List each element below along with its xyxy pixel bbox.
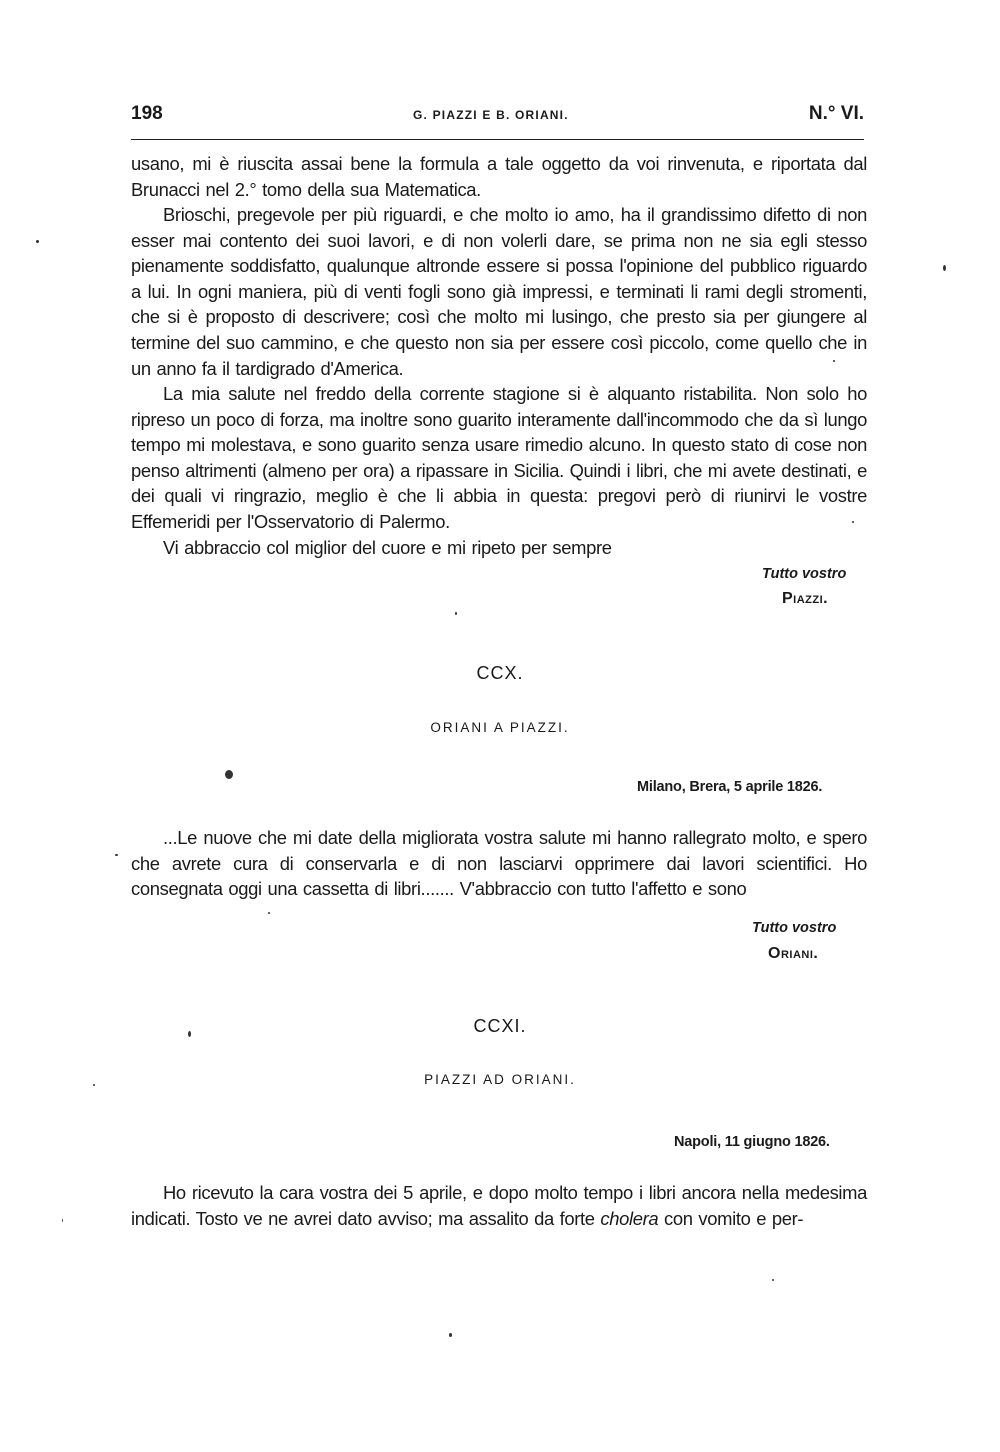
running-title: G. PIAZZI E B. ORIANI. — [413, 108, 569, 122]
paragraph-abbraccio: Vi abbraccio col miglior del cuore e mi ripeto per sempre — [163, 537, 612, 558]
closing-tutto-vostro-oriani: Tutto vostro — [752, 920, 837, 936]
header-rule — [131, 139, 864, 140]
paragraph-brioschi: Brioschi, pregevole per più riguardi, e che molto io amo, ha il grandissimo difetto di non esser mai contento dei suoi lavori, e di non volerli dare, se prima non ne sia egli stesso pienamente soddisfatto, qualunque altronde essere si possa l'opinione del pubblico riguardo a lui. In ogni maniera, più di venti fogli sono già impressi, e terminati li rami degli stromenti, che si è proposto di descrivere; così che molto mi lusingo, che presto sia per giungere al termine del suo cammino, e che questo non sia per essere così piccolo, come quello che in un anno fa il tardigrado d'America. — [131, 204, 867, 379]
paragraph-salute: La mia salute nel freddo della corrente stagione si è alquanto ristabilita. Non solo ho ripreso un poco di forza, ma inoltre sono guarito interamente dall'incommodo che da sì lungo tempo mi molestava, e sono guarito senza usare rimedio alcuno. In questo stato di cose non penso altrimenti (almeno per ora) a ripassare in Sicilia. Quindi i libri, che mi avete destinati, e dei quali vi ringrazio, meglio è che li abbia in questa: pregovi però di riunirvi le vostre Effemeridi per l'Osservatorio di Palermo. — [131, 383, 867, 532]
letter-title-ccx: ORIANI A PIAZZI. — [430, 720, 570, 735]
paragraph-ccxi-body — [131, 1180, 867, 1231]
scan-speck — [833, 360, 835, 362]
closing-tutto-vostro-piazzi: Tutto vostro — [762, 566, 847, 582]
scan-speck — [449, 1333, 452, 1337]
section-number: N.° VI. — [808, 103, 864, 124]
scan-speck — [93, 1084, 95, 1086]
scan-speck — [188, 1031, 191, 1037]
page-number: 198 — [131, 103, 163, 124]
scan-speck — [772, 1279, 774, 1281]
running-header — [131, 103, 864, 133]
scan-speck — [36, 240, 39, 243]
paragraph-ccx-body: ...Le nuove che mi date della migliorata vostra salute mi hanno rallegrato molto, e spero che avrete cura di conservarla e di non lasciarvi opprimere dai lavori scientifici. Ho consegnata oggi una cassetta di libri....... V'abbraccio con tutto l'affetto e sono — [131, 827, 867, 900]
paragraph-ccxi-text-b: con vomito e per- — [658, 1207, 804, 1229]
scan-speck — [852, 521, 854, 523]
signature-piazzi: Piazzi. — [782, 590, 829, 607]
paragraph-ccxi-text-a: Ho ricevuto la cara vostra dei 5 aprile, e dopo molto tempo i libri ancora nella medesima indicati. Tosto ve ne avrei dato avviso; ma assalito da forte — [131, 1182, 867, 1229]
signature-oriani: Oriani. — [768, 945, 819, 962]
paragraph-ccxi-italic: cholera — [600, 1207, 659, 1229]
letter-number-ccxi: CCXI. — [473, 1016, 527, 1036]
scan-speck — [225, 770, 233, 779]
scan-speck — [455, 612, 457, 615]
scan-speck — [268, 912, 270, 914]
scan-speck — [62, 1219, 63, 1222]
letter-number-ccx: CCX. — [476, 663, 524, 683]
dateline-ccxi: Napoli, 11 giugno 1826. — [674, 1134, 830, 1150]
scan-speck — [943, 265, 946, 271]
scan-speck — [115, 854, 118, 856]
dateline-ccx: Milano, Brera, 5 aprile 1826. — [637, 779, 823, 795]
letter-title-ccxi: PIAZZI AD ORIANI. — [424, 1072, 576, 1087]
paragraph-continuation: usano, mi è riuscita assai bene la formula a tale oggetto da voi rinvenuta, e riportata dal Brunacci nel 2.° tomo della sua Matematica. — [131, 153, 867, 200]
